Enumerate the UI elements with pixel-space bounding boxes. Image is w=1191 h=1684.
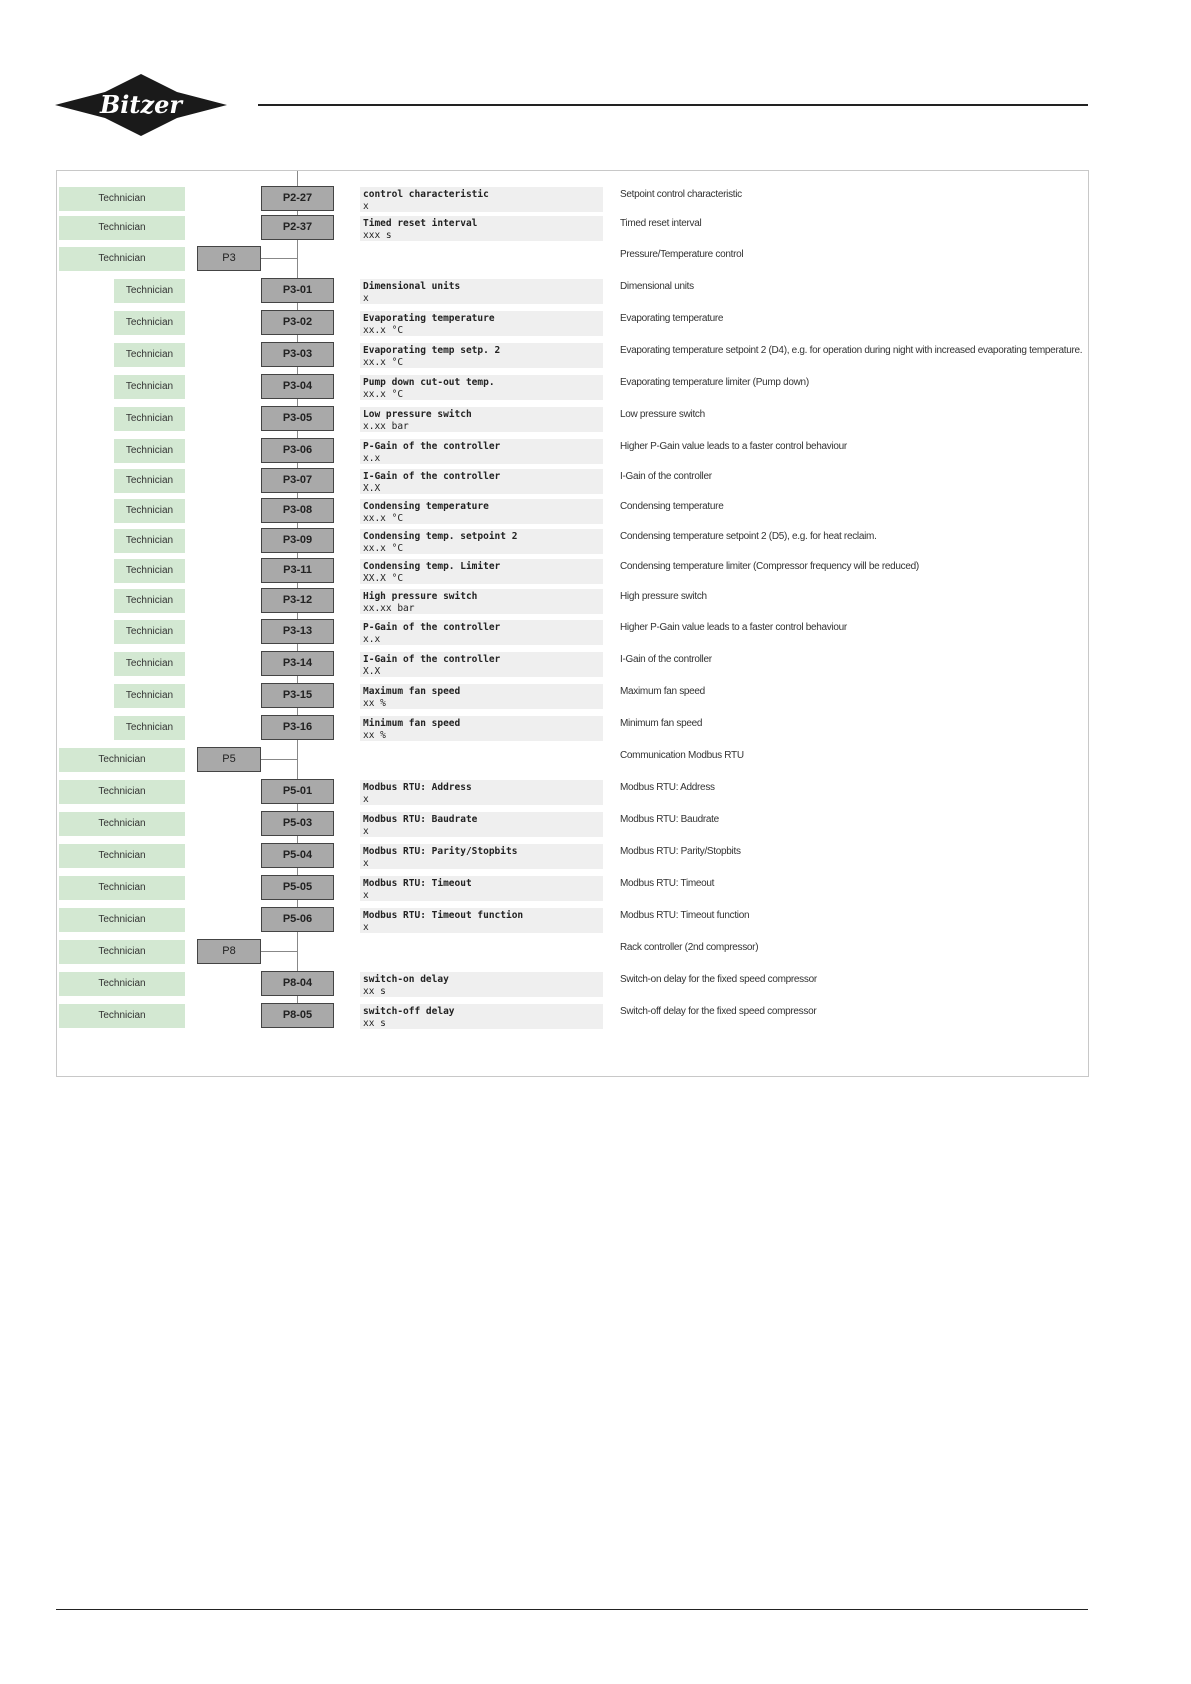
parameter-description: I-Gain of the controller [620, 471, 712, 482]
access-level-label: Technician [59, 187, 187, 211]
parameter-value: xx s [363, 986, 386, 997]
parameter-value: xx % [363, 730, 386, 741]
parameter-description: Modbus RTU: Timeout [620, 878, 715, 889]
parameter-value: x [363, 826, 369, 837]
footer-rule [56, 1609, 1088, 1610]
access-level-label: Technician [114, 529, 187, 553]
parameter-value: x.x [363, 453, 381, 464]
parameter-name: switch-on delay [363, 974, 449, 985]
parameter-display-box [360, 812, 603, 837]
parameter-display-box [360, 311, 603, 336]
parameter-name: I-Gain of the controller [363, 471, 501, 482]
parameter-display-box [360, 375, 603, 400]
parameter-description: Switch-on delay for the fixed speed compressor [620, 974, 817, 985]
parameter-row [57, 873, 1088, 902]
parameter-value: x [363, 201, 369, 212]
parameter-description: Modbus RTU: Baudrate [620, 814, 719, 825]
parameter-description: Minimum fan speed [620, 718, 703, 729]
parameter-display-box [360, 343, 603, 368]
parameter-description: Timed reset interval [620, 218, 702, 229]
access-level-label: Technician [114, 469, 187, 493]
parameter-description: Low pressure switch [620, 409, 705, 420]
parameter-name: Condensing temperature [363, 501, 489, 512]
parameter-name: P-Gain of the controller [363, 622, 501, 633]
parameter-display-box [360, 780, 603, 805]
parameter-code-box: P3-15 [261, 683, 334, 708]
parameter-code-box: P5-06 [261, 907, 334, 932]
parameter-name: control characteristic [363, 189, 489, 200]
parameter-description: Higher P-Gain value leads to a faster control behaviour [620, 622, 847, 633]
parameter-value: x [363, 890, 369, 901]
parameter-tree [56, 170, 1089, 1077]
parameter-name: Condensing temp. Limiter [363, 561, 501, 572]
parameter-description: Modbus RTU: Parity/Stopbits [620, 846, 741, 857]
parameter-description: Condensing temperature setpoint 2 (D5), e.g. for heat reclaim. [620, 531, 877, 542]
parameter-name: Evaporating temperature [363, 313, 495, 324]
parameter-row [57, 841, 1088, 870]
parameter-description: Modbus RTU: Timeout function [620, 910, 750, 921]
access-level-label: Technician [114, 620, 187, 644]
parameter-name: Pump down cut-out temp. [363, 377, 495, 388]
group-row [57, 745, 1088, 774]
parameter-row [57, 276, 1088, 305]
tree-connector [261, 258, 298, 259]
parameter-row [57, 340, 1088, 369]
parameter-description: Evaporating temperature limiter (Pump down) [620, 377, 809, 388]
parameter-code-box: P2-27 [261, 186, 334, 211]
parameter-row [57, 526, 1088, 555]
parameter-display-box [360, 499, 603, 524]
parameter-code-box: P3-02 [261, 310, 334, 335]
access-level-label: Technician [59, 247, 187, 271]
parameter-name: Condensing temp. setpoint 2 [363, 531, 518, 542]
parameter-display-box [360, 187, 603, 212]
parameter-value: xx.x °C [363, 357, 404, 368]
parameter-name: Modbus RTU: Parity/Stopbits [363, 846, 518, 857]
parameter-name: Modbus RTU: Address [363, 782, 472, 793]
group-code-box: P5 [197, 747, 261, 772]
parameter-code-box: P3-04 [261, 374, 334, 399]
access-level-label: Technician [114, 589, 187, 613]
access-level-label: Technician [114, 407, 187, 431]
parameter-display-box [360, 652, 603, 677]
parameter-row [57, 969, 1088, 998]
parameter-code-box: P2-37 [261, 215, 334, 240]
parameter-name: Maximum fan speed [363, 686, 461, 697]
parameter-name: I-Gain of the controller [363, 654, 501, 665]
access-level-label: Technician [114, 375, 187, 399]
parameter-description: Setpoint control characteristic [620, 189, 742, 200]
parameter-code-box: P8-04 [261, 971, 334, 996]
parameter-value: x [363, 794, 369, 805]
parameter-display-box [360, 589, 603, 614]
parameter-row [57, 184, 1088, 213]
parameter-value: xx s [363, 1018, 386, 1029]
parameter-code-box: P3-16 [261, 715, 334, 740]
parameter-row [57, 372, 1088, 401]
parameter-display-box [360, 908, 603, 933]
parameter-display-box [360, 216, 603, 241]
parameter-name: Modbus RTU: Baudrate [363, 814, 478, 825]
parameter-value: xx.x °C [363, 513, 404, 524]
parameter-code-box: P3-12 [261, 588, 334, 613]
parameter-code-box: P5-04 [261, 843, 334, 868]
parameter-name: Dimensional units [363, 281, 461, 292]
tree-connector [261, 951, 298, 952]
parameter-display-box [360, 972, 603, 997]
parameter-value: xx.xx bar [363, 603, 415, 614]
bitzer-logo [55, 74, 227, 136]
parameter-description: Switch-off delay for the fixed speed compressor [620, 1006, 817, 1017]
parameter-display-box [360, 876, 603, 901]
logo-text: Bitzer [99, 90, 183, 119]
parameter-description: Communication Modbus RTU [620, 750, 744, 761]
parameter-description: Pressure/Temperature control [620, 249, 744, 260]
parameter-display-box [360, 684, 603, 709]
parameter-row [57, 713, 1088, 742]
parameter-code-box: P3-01 [261, 278, 334, 303]
parameter-description: Dimensional units [620, 281, 694, 292]
parameter-row [57, 777, 1088, 806]
parameter-value: X.X [363, 483, 381, 494]
parameter-name: switch-off delay [363, 1006, 455, 1017]
group-row [57, 244, 1088, 273]
parameter-code-box: P5-01 [261, 779, 334, 804]
parameter-value: xx.x °C [363, 389, 404, 400]
access-level-label: Technician [59, 908, 187, 932]
parameter-code-box: P3-07 [261, 468, 334, 493]
group-row [57, 937, 1088, 966]
parameter-display-box [360, 469, 603, 494]
parameter-name: Evaporating temp setp. 2 [363, 345, 501, 356]
access-level-label: Technician [114, 279, 187, 303]
parameter-code-box: P5-03 [261, 811, 334, 836]
parameter-display-box [360, 407, 603, 432]
tree-connector [261, 759, 298, 760]
parameter-name: Timed reset interval [363, 218, 478, 229]
parameter-code-box: P3-11 [261, 558, 334, 583]
access-level-label: Technician [59, 780, 187, 804]
parameter-value: x.xx bar [363, 421, 409, 432]
parameter-display-box [360, 716, 603, 741]
parameter-row [57, 308, 1088, 337]
parameter-row [57, 649, 1088, 678]
parameter-row [57, 404, 1088, 433]
parameter-row [57, 496, 1088, 525]
access-level-label: Technician [59, 972, 187, 996]
parameter-code-box: P3-06 [261, 438, 334, 463]
group-code-box: P3 [197, 246, 261, 271]
parameter-code-box: P3-08 [261, 498, 334, 523]
parameter-description: Higher P-Gain value leads to a faster control behaviour [620, 441, 847, 452]
access-level-label: Technician [59, 940, 187, 964]
access-level-label: Technician [114, 343, 187, 367]
parameter-value: x [363, 293, 369, 304]
group-code-box: P8 [197, 939, 261, 964]
access-level-label: Technician [59, 748, 187, 772]
parameter-name: Low pressure switch [363, 409, 472, 420]
parameter-code-box: P3-05 [261, 406, 334, 431]
parameter-name: P-Gain of the controller [363, 441, 501, 452]
parameter-value: xx.x °C [363, 325, 404, 336]
parameter-display-box [360, 529, 603, 554]
access-level-label: Technician [59, 812, 187, 836]
parameter-description: High pressure switch [620, 591, 707, 602]
parameter-code-box: P3-03 [261, 342, 334, 367]
parameter-code-box: P3-14 [261, 651, 334, 676]
parameter-description: Condensing temperature limiter (Compressor frequency will be reduced) [620, 561, 919, 572]
parameter-description: Condensing temperature [620, 501, 724, 512]
parameter-value: xx.x °C [363, 543, 404, 554]
parameter-row [57, 466, 1088, 495]
parameter-name: Modbus RTU: Timeout [363, 878, 472, 889]
access-level-label: Technician [59, 876, 187, 900]
parameter-description: Maximum fan speed [620, 686, 705, 697]
parameter-value: XX.X °C [363, 573, 404, 584]
parameter-value: x [363, 858, 369, 869]
access-level-label: Technician [59, 1004, 187, 1028]
access-level-label: Technician [59, 844, 187, 868]
parameter-display-box [360, 844, 603, 869]
parameter-row [57, 213, 1088, 242]
parameter-value: xxx s [363, 230, 392, 241]
parameter-row [57, 809, 1088, 838]
parameter-display-box [360, 279, 603, 304]
parameter-display-box [360, 620, 603, 645]
parameter-value: xx % [363, 698, 386, 709]
parameter-value: x [363, 922, 369, 933]
access-level-label: Technician [114, 652, 187, 676]
access-level-label: Technician [114, 716, 187, 740]
parameter-code-box: P3-13 [261, 619, 334, 644]
parameter-row [57, 617, 1088, 646]
parameter-value: x.x [363, 634, 381, 645]
parameter-row [57, 586, 1088, 615]
access-level-label: Technician [59, 216, 187, 240]
parameter-description: Modbus RTU: Address [620, 782, 715, 793]
parameter-row [57, 436, 1088, 465]
access-level-label: Technician [114, 499, 187, 523]
access-level-label: Technician [114, 311, 187, 335]
parameter-description: Rack controller (2nd compressor) [620, 942, 759, 953]
parameter-code-box: P8-05 [261, 1003, 334, 1028]
parameter-code-box: P3-09 [261, 528, 334, 553]
parameter-row [57, 556, 1088, 585]
parameter-display-box [360, 439, 603, 464]
parameter-value: X.X [363, 666, 381, 677]
parameter-name: High pressure switch [363, 591, 478, 602]
parameter-code-box: P5-05 [261, 875, 334, 900]
parameter-row [57, 905, 1088, 934]
parameter-name: Minimum fan speed [363, 718, 461, 729]
parameter-row [57, 681, 1088, 710]
parameter-description: Evaporating temperature [620, 313, 724, 324]
parameter-description: Evaporating temperature setpoint 2 (D4), e.g. for operation during night with increased evaporating temperature. [620, 345, 1083, 356]
access-level-label: Technician [114, 684, 187, 708]
header-rule [258, 104, 1088, 106]
parameter-display-box [360, 1004, 603, 1029]
parameter-display-box [360, 559, 603, 584]
access-level-label: Technician [114, 439, 187, 463]
parameter-description: I-Gain of the controller [620, 654, 712, 665]
parameter-row [57, 1001, 1088, 1030]
parameter-name: Modbus RTU: Timeout function [363, 910, 524, 921]
access-level-label: Technician [114, 559, 187, 583]
